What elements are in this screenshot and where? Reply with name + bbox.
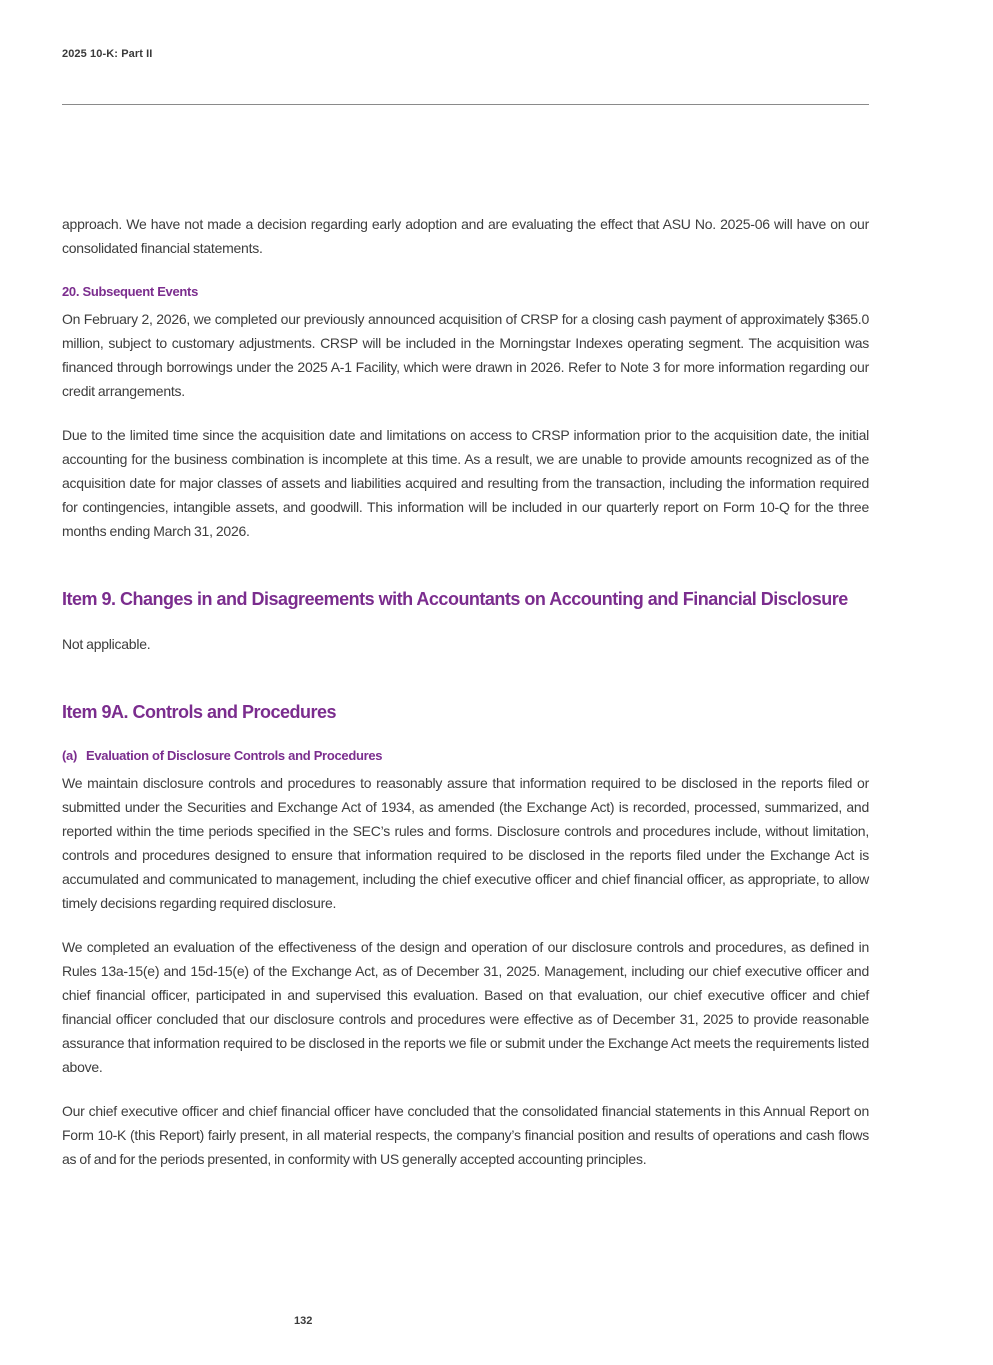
item-9a-subheading-text: Evaluation of Disclosure Controls and Procedures [86, 748, 383, 763]
continuation-paragraph: approach. We have not made a decision regarding early adoption and are evaluating the effect that ASU No. 2025-06 will have on our consolidated financial statements. [62, 216, 869, 256]
item-9-text: Not applicable. [62, 636, 151, 652]
page-number: 132 [294, 1315, 313, 1327]
item-9a-paragraph-3: Our chief executive officer and chief financial officer have concluded that the consolidated financial statements in this Annual Report on Form 10-K (this Report) fairly present, in all material respects, the company’s financial position and results of operations and cash flows as of and for the periods presented, in conformity with US generally accepted accounting principles. [62, 1103, 869, 1167]
note-20-paragraph-1: On February 2, 2026, we completed our previously announced acquisition of CRSP for a closing cash payment of approximately $365.0 million, subject to customary adjustments. CRSP will be included in the Morningstar Indexes operating segment. The acquisition was financed through borrowings under the 2025 A-1 Facility, which were drawn in 2026. Refer to Note 3 for more information regarding our credit arrangements. [62, 311, 869, 399]
item-9a-paragraph-1: We maintain disclosure controls and procedures to reasonably assure that information required to be disclosed in the reports filed or submitted under the Securities and Exchange Act of 1934, as amended (the Exchange Act) is recorded, processed, summarized, and reported within the time periods specified in the SEC’s rules and forms. Disclosure controls and procedures include, without limitation, controls and procedures designed to ensure that information required to be disclosed in the reports filed under the Exchange Act is accumulated and communicated to management, including the chief executive officer and chief financial officer, as appropriate, to allow timely decisions regarding required disclosure. [62, 775, 869, 911]
item-9a-subheading [62, 746, 869, 766]
header-divider [62, 104, 869, 105]
running-header: 2025 10-K: Part II [62, 48, 153, 60]
document-body [62, 212, 869, 1171]
item-9-heading: Item 9. Changes in and Disagreements with Accountants on Accounting and Financial Disclosure [62, 589, 848, 609]
note-20-paragraph-2: Due to the limited time since the acquisition date and limitations on access to CRSP information prior to the acquisition date, the initial accounting for the business combination is incomplete at this time. As a result, we are unable to provide amounts recognized as of the acquisition date for major classes of assets and liabilities acquired and resulting from the transaction, including the information required for contingencies, intangible assets, and goodwill. This information will be included in our quarterly report on Form 10-Q for the three months ending March 31, 2026. [62, 427, 869, 539]
item-9a-heading: Item 9A. Controls and Procedures [62, 702, 337, 722]
item-9a-subheading-label: (a) [62, 748, 77, 763]
item-9a-paragraph-2: We completed an evaluation of the effectiveness of the design and operation of our disclosure controls and procedures, as defined in Rules 13a-15(e) and 15d-15(e) of the Exchange Act, as of December 31, 2025. Management, including our chief executive officer and chief financial officer, participated in and supervised this evaluation. Based on that evaluation, our chief executive officer and chief financial officer concluded that our disclosure controls and procedures were effective as of December 31, 2025 to provide reasonable assurance that information required to be disclosed in the reports we file or submit under the Exchange Act meets the requirements listed above. [62, 939, 869, 1075]
note-20-heading: 20. Subsequent Events [62, 284, 199, 299]
